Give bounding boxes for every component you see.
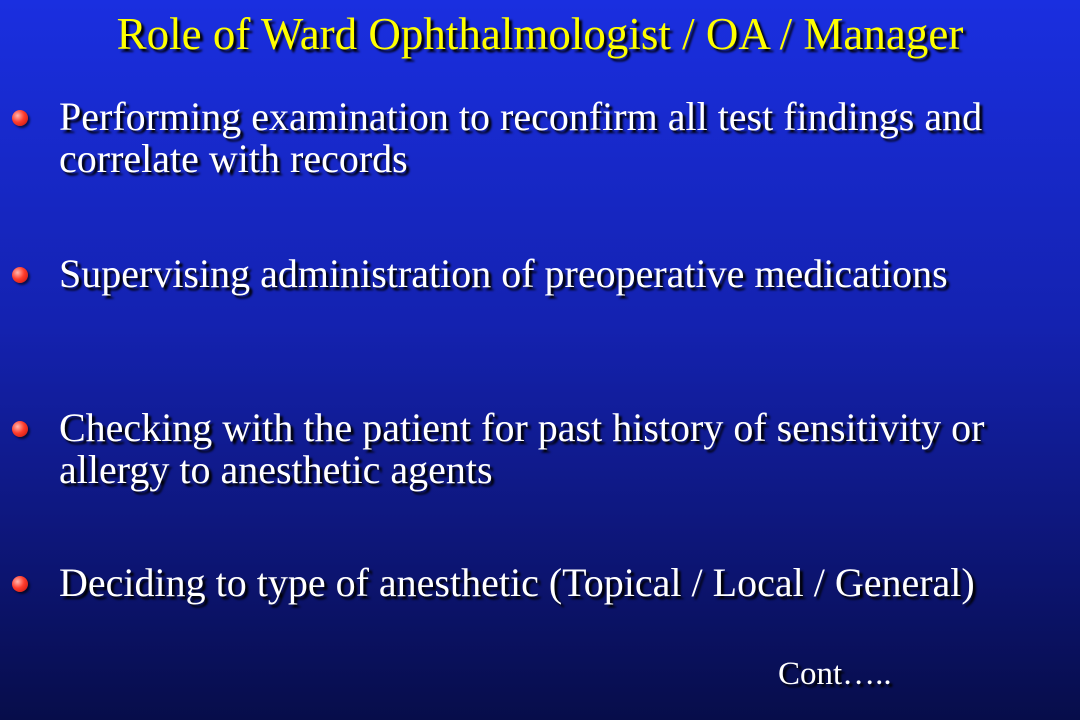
slide-title: Role of Ward Ophthalmologist / OA / Manager bbox=[116, 9, 964, 59]
bullet-text: Performing examination to reconfirm all test findings and correlate with records bbox=[59, 94, 983, 181]
bullet-text: Supervising administration of preoperative medications bbox=[59, 251, 948, 296]
bullet-text: Deciding to type of anesthetic (Topical / Local / General) bbox=[59, 560, 975, 605]
bullet-dot-icon bbox=[12, 576, 28, 592]
bullet-dot-icon bbox=[12, 421, 28, 437]
bullet-text: Checking with the patient for past history of sensitivity or allergy to anesthetic agents bbox=[59, 405, 985, 492]
bullet-dot-icon bbox=[12, 110, 28, 126]
bullet-dot-icon bbox=[12, 267, 28, 283]
continuation-label: Cont….. bbox=[778, 656, 892, 692]
